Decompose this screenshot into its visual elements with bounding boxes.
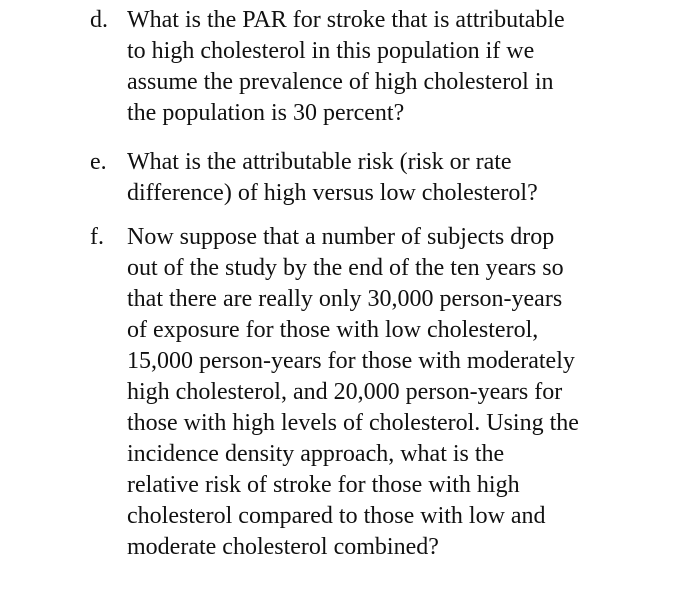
question-line: relative risk of stroke for those with high <box>127 472 520 498</box>
question-d-text <box>127 5 687 129</box>
question-line: high cholesterol, and 20,000 person-years for <box>127 379 563 405</box>
question-e-text <box>127 147 687 209</box>
question-line: assume the prevalence of high cholesterol in <box>127 69 554 95</box>
question-line: to high cholesterol in this population if we <box>127 38 535 64</box>
question-line: the population is 30 percent? <box>127 100 405 126</box>
question-line: those with high levels of cholesterol. Using the <box>127 410 579 436</box>
question-line: 15,000 person-years for those with moderately <box>127 348 575 374</box>
question-f-text <box>127 222 687 563</box>
question-line: What is the PAR for stroke that is attributable <box>127 7 565 33</box>
question-line: Now suppose that a number of subjects drop <box>127 224 555 250</box>
question-line: of exposure for those with low cholesterol, <box>127 317 539 343</box>
question-line: difference) of high versus low cholesterol? <box>127 180 538 206</box>
question-line: cholesterol compared to those with low and <box>127 503 546 529</box>
question-d-letter: d. <box>90 7 108 33</box>
question-line: moderate cholesterol combined? <box>127 534 439 560</box>
question-f-letter: f. <box>90 224 104 250</box>
question-line: out of the study by the end of the ten years so <box>127 255 564 281</box>
question-line: What is the attributable risk (risk or rate <box>127 149 512 175</box>
question-line: incidence density approach, what is the <box>127 441 505 467</box>
question-line: that there are really only 30,000 person-years <box>127 286 563 312</box>
question-e-letter: e. <box>90 149 107 175</box>
